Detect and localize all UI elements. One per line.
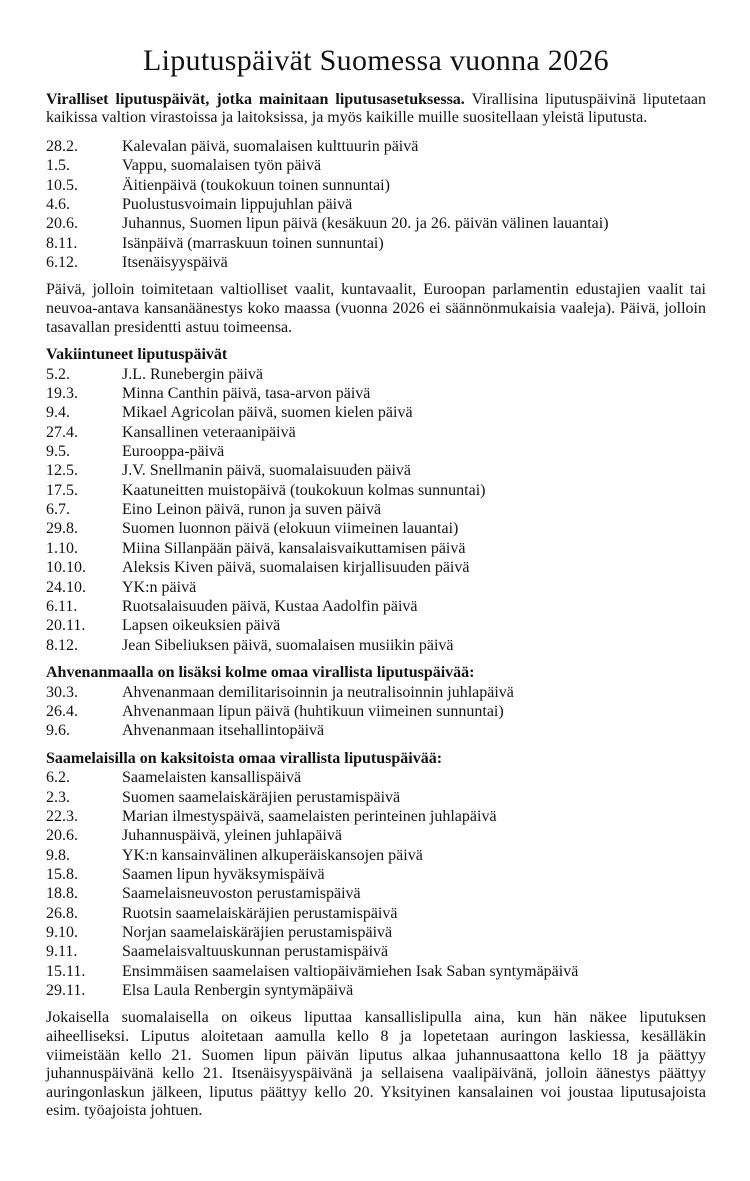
flag-day-row — [46, 234, 706, 253]
flag-day-row — [46, 597, 706, 616]
flag-day-label: Eino Leinon päivä, runon ja suven päivä — [122, 501, 382, 519]
flag-day-date: 9.10. — [46, 924, 78, 942]
flag-day-row — [46, 683, 706, 702]
flag-day-label: Ahvenanmaan lipun päivä (huhtikuun viimeinen sunnuntai) — [122, 702, 504, 720]
flag-day-date: 30.3. — [46, 683, 78, 701]
flag-day-row — [46, 176, 706, 195]
intro-paragraph — [46, 91, 706, 128]
flag-day-row — [46, 846, 706, 865]
flag-day-date: 12.5. — [46, 462, 78, 480]
flag-day-row — [46, 481, 706, 500]
flag-day-row — [46, 403, 706, 422]
flag-day-label: Aleksis Kiven päivä, suomalaisen kirjallisuuden päivä — [122, 559, 470, 577]
flag-day-date: 20.6. — [46, 215, 78, 233]
flag-day-row — [46, 884, 706, 903]
flag-day-date: 6.7. — [46, 501, 70, 519]
flag-day-date: 28.2. — [46, 137, 78, 155]
flag-day-label: Saamelaisvaltuuskunnan perustamispäivä — [122, 943, 389, 961]
flag-day-date: 10.10. — [46, 559, 86, 577]
flag-day-date: 9.5. — [46, 443, 70, 461]
flag-day-date: 24.10. — [46, 578, 86, 596]
flag-day-label: Juhannus, Suomen lipun päivä (kesäkuun 20. ja 26. päivän välinen lauantai) — [122, 215, 609, 233]
flag-day-row — [46, 214, 706, 233]
flag-day-date: 5.2. — [46, 365, 70, 383]
established-days-heading: Vakiintuneet liputuspäivät — [46, 346, 228, 364]
flag-day-row — [46, 365, 706, 384]
flag-day-row — [46, 962, 706, 981]
flag-day-row — [46, 807, 706, 826]
flag-day-label: Ahvenanmaan itsehallintopäivä — [122, 722, 325, 740]
flag-day-date: 9.11. — [46, 943, 78, 961]
flag-day-label: Juhannuspäivä, yleinen juhlapäivä — [122, 827, 342, 845]
flag-day-label: Marian ilmestyspäivä, saamelaisten perinteinen juhlapäivä — [122, 807, 497, 825]
flag-day-row — [46, 923, 706, 942]
flag-day-label: Suomen saamelaiskäräjien perustamispäivä — [122, 788, 401, 806]
flag-day-date: 26.4. — [46, 702, 78, 720]
flag-day-label: Kaatuneitten muistopäivä (toukokuun kolmas sunnuntai) — [122, 481, 486, 499]
flag-day-label: Puolustusvoimain lippujuhlan päivä — [122, 195, 353, 213]
flag-day-row — [46, 721, 706, 740]
flag-day-row — [46, 578, 706, 597]
flag-day-date: 22.3. — [46, 807, 78, 825]
flag-day-date: 6.2. — [46, 769, 70, 787]
flag-day-date: 29.11. — [46, 982, 86, 1000]
flag-day-row — [46, 702, 706, 721]
intro-rest: Virallisina liputuspäivinä liputetaan kaikissa valtion virastoissa ja laitoksissa, ja myös kaikille muille suositellaan yleistä liputusta. — [46, 90, 706, 127]
flag-day-label: Kalevalan päivä, suomalaisen kulttuurin päivä — [122, 137, 419, 155]
flag-day-row — [46, 137, 706, 156]
flag-day-date: 8.11. — [46, 234, 78, 252]
flag-day-label: J.V. Snellmanin päivä, suomalaisuuden päivä — [122, 462, 411, 480]
flag-day-row — [46, 981, 706, 1000]
aland-days-heading: Ahvenanmaalla on lisäksi kolme omaa virallista liputuspäivää: — [46, 663, 475, 681]
aland-days-list — [46, 683, 706, 741]
flag-day-label: Saamelaisten kansallispäivä — [122, 769, 302, 787]
flag-day-row — [46, 558, 706, 577]
flag-day-label: Saamelaisneuvoston perustamispäivä — [122, 885, 361, 903]
flag-day-label: Saamen lipun hyväksymispäivä — [122, 865, 325, 883]
flag-day-label: YK:n päivä — [122, 578, 197, 596]
sami-days-list — [46, 768, 706, 1000]
flag-day-date: 15.8. — [46, 865, 78, 883]
flag-day-date: 9.4. — [46, 404, 70, 422]
flag-day-row — [46, 156, 706, 175]
flag-day-date: 17.5. — [46, 481, 78, 499]
flag-day-row — [46, 788, 706, 807]
flag-day-row — [46, 423, 706, 442]
page-title: Liputuspäivät Suomessa vuonna 2026 — [143, 44, 609, 77]
flag-day-label: Mikael Agricolan päivä, suomen kielen päivä — [122, 404, 413, 422]
flag-day-label: Isänpäivä (marraskuun toinen sunnuntai) — [122, 234, 384, 252]
flag-day-row — [46, 500, 706, 519]
flag-day-row — [46, 616, 706, 635]
flag-day-date: 2.3. — [46, 788, 70, 806]
established-days-list — [46, 365, 706, 655]
flag-day-label: Kansallinen veteraanipäivä — [122, 423, 296, 441]
flag-day-label: Norjan saamelaiskäräjien perustamispäivä — [122, 924, 393, 942]
flag-day-row — [46, 539, 706, 558]
flag-day-row — [46, 253, 706, 272]
flag-day-date: 18.8. — [46, 885, 78, 903]
flag-day-label: Äitienpäivä (toukokuun toinen sunnuntai) — [122, 176, 390, 194]
flag-day-date: 8.12. — [46, 636, 78, 654]
flag-day-label: YK:n kansainvälinen alkuperäiskansojen päivä — [122, 846, 423, 864]
flag-day-label: Miina Sillanpään päivä, kansalaisvaikuttamisen päivä — [122, 539, 466, 557]
flag-day-row — [46, 442, 706, 461]
flag-day-date: 15.11. — [46, 962, 86, 980]
flag-day-label: Ruotsalaisuuden päivä, Kustaa Aadolfin päivä — [122, 597, 418, 615]
official-days-list — [46, 137, 706, 273]
flag-day-date: 9.8. — [46, 846, 70, 864]
flag-day-date: 1.5. — [46, 157, 70, 175]
flag-day-row — [46, 636, 706, 655]
flag-day-date: 20.6. — [46, 827, 78, 845]
intro-lead-bold: Viralliset liputuspäivät, jotka mainitaan liputusasetuksessa. — [46, 90, 465, 108]
flag-day-label: Vappu, suomalaisen työn päivä — [122, 157, 322, 175]
flag-day-label: Minna Canthin päivä, tasa-arvon päivä — [122, 384, 371, 402]
flag-day-row — [46, 865, 706, 884]
flag-day-label: Ensimmäisen saamelaisen valtiopäivämiehen Isak Saban syntymäpäivä — [122, 962, 579, 980]
sami-days-heading: Saamelaisilla on kaksitoista omaa virallista liputuspäivää: — [46, 749, 443, 767]
flag-day-date: 6.12. — [46, 254, 78, 272]
flag-day-row — [46, 942, 706, 961]
flag-day-row — [46, 384, 706, 403]
flag-day-date: 19.3. — [46, 384, 78, 402]
flag-day-label: Elsa Laula Renbergin syntymäpäivä — [122, 982, 354, 1000]
flag-day-row — [46, 904, 706, 923]
flag-day-row — [46, 826, 706, 845]
flag-day-row — [46, 768, 706, 787]
flag-day-date: 10.5. — [46, 176, 78, 194]
flag-day-label: Lapsen oikeuksien päivä — [122, 617, 281, 635]
flag-day-date: 4.6. — [46, 195, 70, 213]
flag-day-date: 26.8. — [46, 904, 78, 922]
flag-day-label: J.L. Runebergin päivä — [122, 365, 264, 383]
flag-day-date: 6.11. — [46, 597, 78, 615]
flag-day-label: Itsenäisyyspäivä — [122, 254, 228, 272]
flag-day-label: Jean Sibeliuksen päivä, suomalaisen musiikin päivä — [122, 636, 454, 654]
flag-day-label: Suomen luonnon päivä (elokuun viimeinen lauantai) — [122, 520, 459, 538]
flag-day-row — [46, 519, 706, 538]
flag-day-date: 29.8. — [46, 520, 78, 538]
flag-day-date: 9.6. — [46, 722, 70, 740]
closing-paragraph: Jokaisella suomalaisella on oikeus liputtaa kansallislipulla aina, kun hän näkee liputuksen aiheelliseksi. Liputus aloitetaan aamulla kello 8 ja lopetetaan auringon laskiessa, kesälläkin viimeistään kello 21. Suomen lipun päivän liputus alkaa juhannusaattona kello 18 ja päättyy juhannuspäivänä kello 21. Itsenäisyyspäivänä ja sellaisena vaalipäivänä, jolloin äänestys päättyy auringonlaskun jälkeen, liputus päättyy kello 20. Yksityinen kansalainen voi joustaa liputusajoista esim. työajoista johtuen. — [46, 1009, 706, 1120]
election-note-paragraph: Päivä, jolloin toimitetaan valtiolliset vaalit, kuntavaalit, Euroopan parlamentin edustajien vaalit tai neuvoa-antava kansanäänestys koko maassa (vuonna 2026 ei säännönmukaisia vaaleja). Päivä, jolloin tasavallan presidentti astuu toimeensa. — [46, 281, 706, 336]
flag-day-label: Eurooppa-päivä — [122, 443, 225, 461]
flag-day-row — [46, 461, 706, 480]
flag-day-date: 1.10. — [46, 539, 78, 557]
flag-day-date: 27.4. — [46, 423, 78, 441]
flag-day-label: Ruotsin saamelaiskäräjien perustamispäivä — [122, 904, 398, 922]
flag-day-row — [46, 195, 706, 214]
flag-day-date: 20.11. — [46, 617, 86, 635]
flag-day-label: Ahvenanmaan demilitarisoinnin ja neutralisoinnin juhlapäivä — [122, 683, 514, 701]
